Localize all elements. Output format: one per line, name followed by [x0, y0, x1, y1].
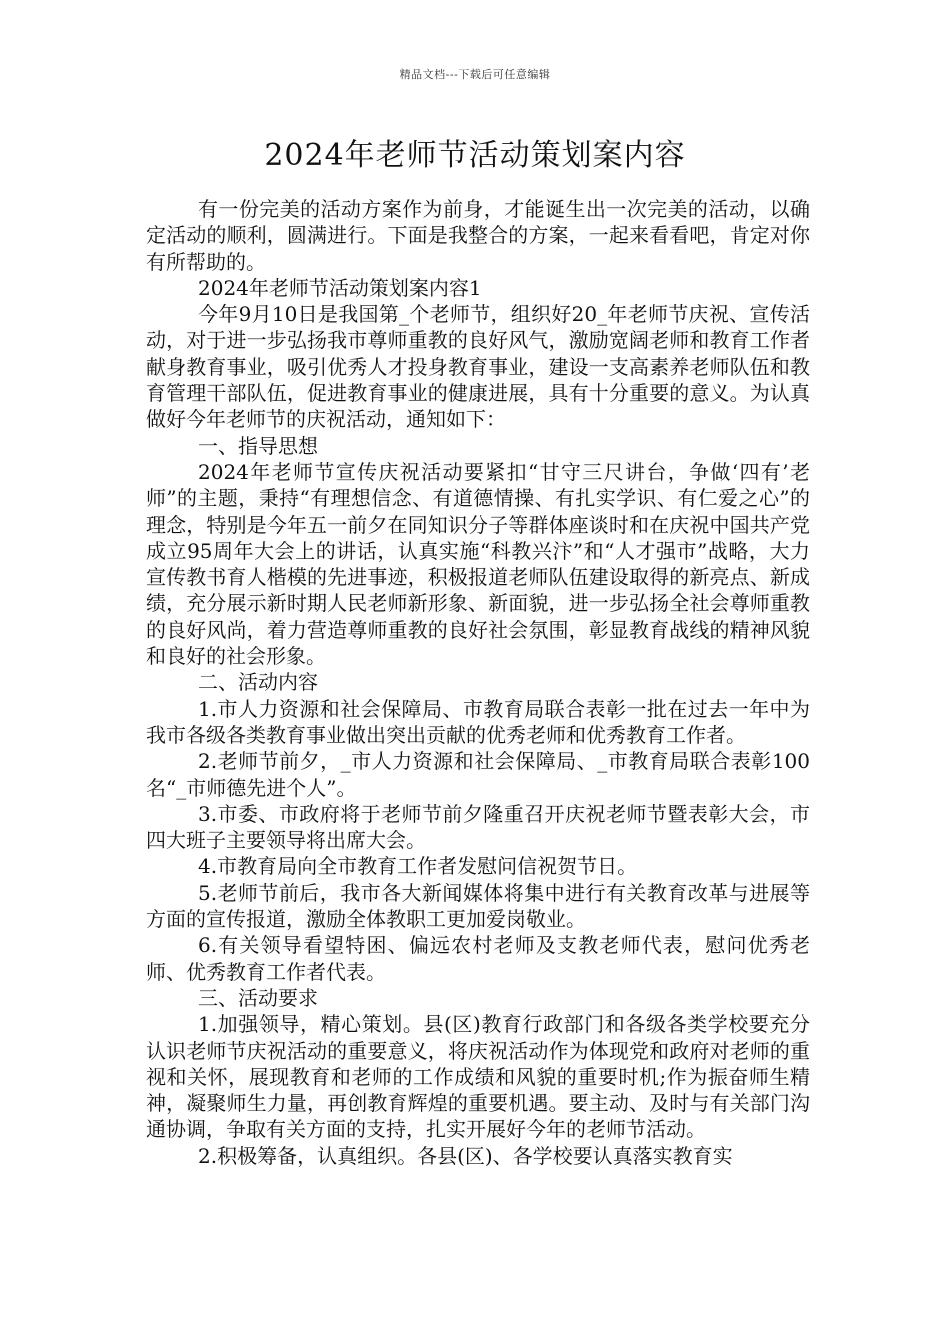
document-body — [146, 196, 810, 1169]
intro-paragraph: 有一份完美的活动方案作为前身，才能诞生出一次完美的活动，以确定活动的顺利，圆满进行。下面是我整合的方案，一起来看看吧，肯定对你有所帮助的。 — [146, 197, 810, 274]
list-item-content-3: 3.市委、市政府将于老师节前夕隆重召开庆祝老师节暨表彰大会，市四大班子主要领导将出席大会。 — [146, 801, 810, 853]
document-title: 2024年老师节活动策划案内容 — [264, 138, 686, 173]
list-item-requirement-1: 1.加强领导，精心策划。县(区)教育行政部门和各级各类学校要充分认识老师节庆祝活动的重要意义，将庆祝活动作为体现党和政府对老师的重视和关怀，展现教育和老师的工作成绩和风貌的重要时机;作为振奋师生精神，凝聚师生力量，再创教育辉煌的重要机遇。要主动、及时与有关部门沟通协调，争取有关方面的支持，扎实开展好今年的老师节活动。 — [146, 1012, 810, 1142]
section-heading-activity-requirements: 三、活动要求 — [198, 985, 318, 1010]
list-item-requirement-2: 2.积极筹备，认真组织。各县(区)、各学校要认真落实教育实 — [198, 1143, 733, 1168]
body-paragraph-notice: 今年9月10日是我国第_个老师节，组织好20_年老师节庆祝、宣传活动，对于进一步弘扬我市尊师重教的良好风气，激励宽阔老师和教育工作者献身教育事业，吸引优秀人才投身教育事业，建设一支高素养老师队伍和教育管理干部队伍，促进教育事业的健康进展，具有十分重要的意义。为认真做好今年老师节的庆祝活动，通知如下： — [146, 302, 810, 432]
list-item-content-2: 2.老师节前夕，_市人力资源和社会保障局、_市教育局联合表彰100名“_市师德先进个人”。 — [146, 749, 810, 800]
list-item-content-4: 4.市教育局向全市教育工作者发慰问信祝贺节日。 — [198, 854, 638, 879]
list-item-content-6: 6.有关领导看望特困、偏远农村老师及支教老师代表，慰问优秀老师、优秀教育工作者代表。 — [146, 933, 810, 984]
list-item-content-5: 5.老师节前后，我市各大新闻媒体将集中进行有关教育改革与进展等方面的宣传报道，激励全体教职工更加爱岗敬业。 — [146, 880, 810, 932]
list-item-content-1: 1.市人力资源和社会保障局、市教育局联合表彰一批在过去一年中为我市各级各类教育事业做出突出贡献的优秀老师和优秀教育工作者。 — [146, 696, 810, 747]
section-heading-guiding-thought: 一、指导思想 — [198, 433, 318, 458]
body-paragraph-guiding-thought: 2024年老师节宣传庆祝活动要紧扣“甘守三尺讲台，争做‘四有’老师”的主题，秉持“有理想信念、有道德情操、有扎实学识、有仁爱之心”的理念，特别是今年五一前夕在同知识分子等群体座谈时和在庆祝中国共产党成立95周年大会上的讲话，认真实施“科教兴汴”和“人才强市”战略，大力宣传教书育人楷模的先进事迹，积极报道老师队伍建设取得的新亮点、新成绩，充分展示新时期人民老师新形象、新面貌，进一步弘扬全社会尊师重教的良好风尚，着力营造尊师重教的良好社会氛围，彰显教育战线的精神风貌和良好的社会形象。 — [146, 459, 810, 669]
section-heading-activity-content: 二、活动内容 — [198, 670, 318, 695]
section-heading-plan-1: 2024年老师节活动策划案内容1 — [198, 275, 482, 300]
page-header-note: 精品文档---下载后可任意编辑 — [399, 68, 551, 81]
